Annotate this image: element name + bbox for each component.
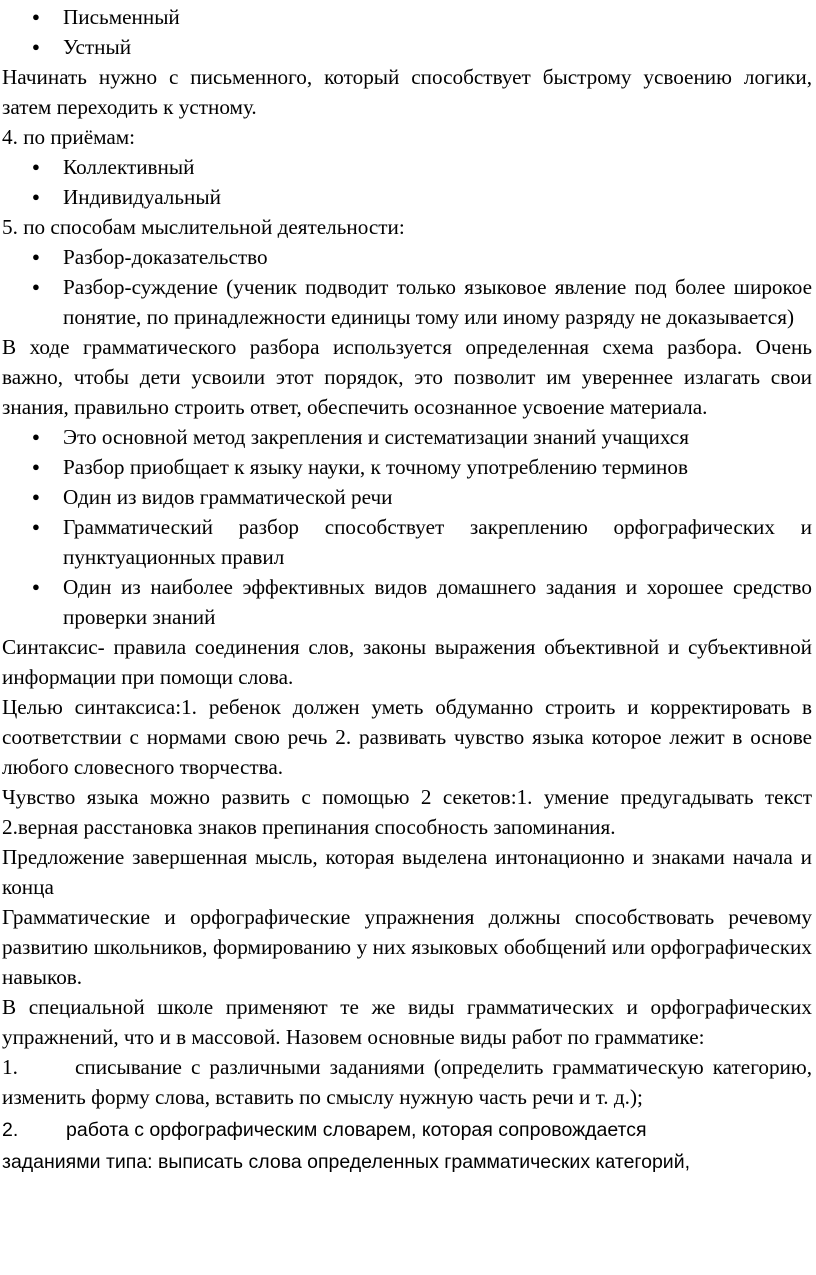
list-analysis-benefits — [0, 422, 812, 632]
numbered-item — [0, 1052, 812, 1112]
item-text: работа с орфографическим словарем, которая сопровождается — [66, 1119, 647, 1141]
paragraph: Синтаксис- правила соединения слов, законы выражения объективной и субъективной информации при помощи слова. — [2, 635, 812, 689]
bullet-icon: ● — [32, 159, 40, 174]
list-thinking-methods — [0, 242, 812, 332]
section-heading: 5. по способам мыслительной деятельности: — [2, 215, 405, 239]
bullet-icon: ● — [32, 189, 40, 204]
list-item: ● Индивидуальный — [63, 182, 812, 212]
list-item: ● Один из видов грамматической речи — [63, 482, 812, 512]
list-item: ● Разбор-доказательство — [63, 242, 812, 272]
item-text-first-line: списывание с различными заданиями (определить грамматическую категорию, изменить форму слова, вставить по смыслу нужную часть речи и т. д.); — [2, 1055, 813, 1109]
bullet-icon: ● — [32, 9, 40, 24]
bullet-icon: ● — [32, 279, 40, 294]
list-item: ● Разбор приобщает к языку науки, к точному употреблению терминов — [63, 452, 812, 482]
bullet-icon: ● — [32, 519, 40, 534]
list-speech-form — [0, 2, 812, 62]
numbered-item — [0, 1112, 812, 1146]
section-heading: 4. по приёмам: — [2, 125, 136, 149]
item-number: 1. — [2, 1055, 18, 1079]
bullet-icon: ● — [32, 489, 40, 504]
bullet-icon: ● — [32, 579, 40, 594]
document-page — [0, 2, 812, 1178]
paragraph: В специальной школе применяют те же виды грамматических и орфографических упражнений, что и в массовой. Назовем основные виды работ по грамматике: — [2, 995, 812, 1049]
paragraph: Целью синтаксиса:1. ребенок должен уметь обдуманно строить и корректировать в соответствии с нормами свою речь 2. развивать чувство языка которое лежит в основе любого словесного творчества. — [2, 695, 812, 779]
paragraph: заданиями типа: выписать слова определенных грамматических категорий, — [2, 1151, 691, 1173]
bullet-icon: ● — [32, 429, 40, 444]
paragraph: Начинать нужно с письменного, который способствует быстрому усвоению логики, затем переходить к устному. — [2, 65, 812, 119]
list-item: ● Грамматический разбор способствует закреплению орфографических и пунктуационных правил — [63, 512, 812, 572]
list-item: ● Разбор-суждение (ученик подводит только языковое явление под более широкое понятие, по принадлежности единицы тому или иному разряду не доказывается) — [63, 272, 812, 332]
paragraph: Предложение завершенная мысль, которая выделена интонационно и знаками начала и конца — [2, 845, 812, 899]
bullet-icon: ● — [32, 249, 40, 264]
item-number: 2. — [2, 1119, 19, 1141]
list-item: ● Один из наиболее эффективных видов домашнего задания и хорошее средство проверки знаний — [63, 572, 812, 632]
list-item: ● Устный — [63, 32, 812, 62]
paragraph: Грамматические и орфографические упражнения должны способствовать речевому развитию школьников, формированию у них языковых обобщений или орфографических навыков. — [2, 905, 812, 989]
paragraph: В ходе грамматического разбора используется определенная схема разбора. Очень важно, чтобы дети усвоили этот порядок, это позволит им увереннее излагать свои знания, правильно строить ответ, обеспечить осознанное усвоение материала. — [2, 335, 812, 419]
list-item: ● Письменный — [63, 2, 812, 32]
list-item: ● Коллективный — [63, 152, 812, 182]
paragraph: Чувство языка можно развить с помощью 2 секетов:1. умение предугадывать текст 2.верная расстановка знаков препинания способность запоминания. — [2, 785, 812, 839]
bullet-icon: ● — [32, 459, 40, 474]
list-item: ● Это основной метод закрепления и систематизации знаний учащихся — [63, 422, 812, 452]
bullet-icon: ● — [32, 39, 40, 54]
list-techniques — [0, 152, 812, 212]
